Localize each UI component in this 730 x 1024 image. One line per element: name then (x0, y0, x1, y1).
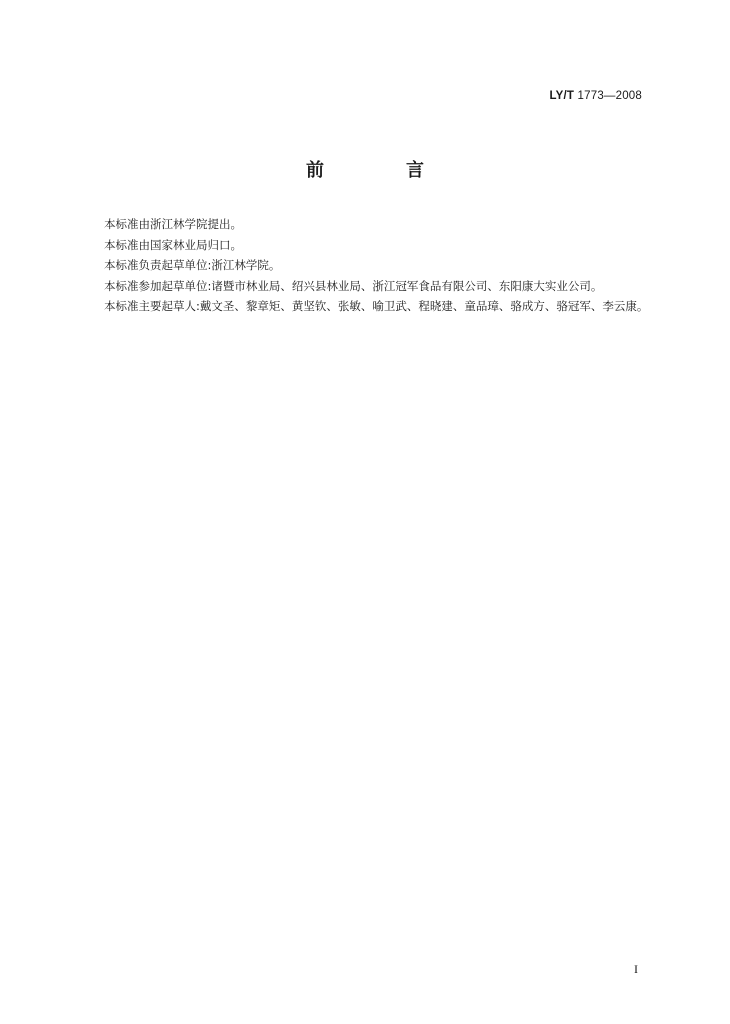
standard-code (549, 90, 642, 102)
paragraph-main-authors: 本标准主要起草人:戴文圣、黎章矩、黄坚钦、张敏、喻卫武、程晓建、童品璋、骆成方、骆冠军、李云康。 (104, 299, 649, 313)
foreword-body (80, 214, 652, 317)
paragraph-lead-drafter: 本标准负责起草单位:浙江林学院。 (104, 258, 281, 272)
page-number: I (634, 962, 638, 976)
paragraph-proposer: 本标准由浙江林学院提出。 (104, 217, 242, 231)
paragraph-administrator: 本标准由国家林业局归口。 (104, 237, 242, 252)
page-title: 前 言 (306, 160, 456, 181)
standard-prefix: LY/T (549, 90, 575, 102)
paragraph-participating-drafters: 本标准参加起草单位:诸暨市林业局、绍兴县林业局、浙江冠军食品有限公司、东阳康大实业公司。 (104, 278, 603, 293)
standard-number: 1773—2008 (577, 90, 642, 102)
